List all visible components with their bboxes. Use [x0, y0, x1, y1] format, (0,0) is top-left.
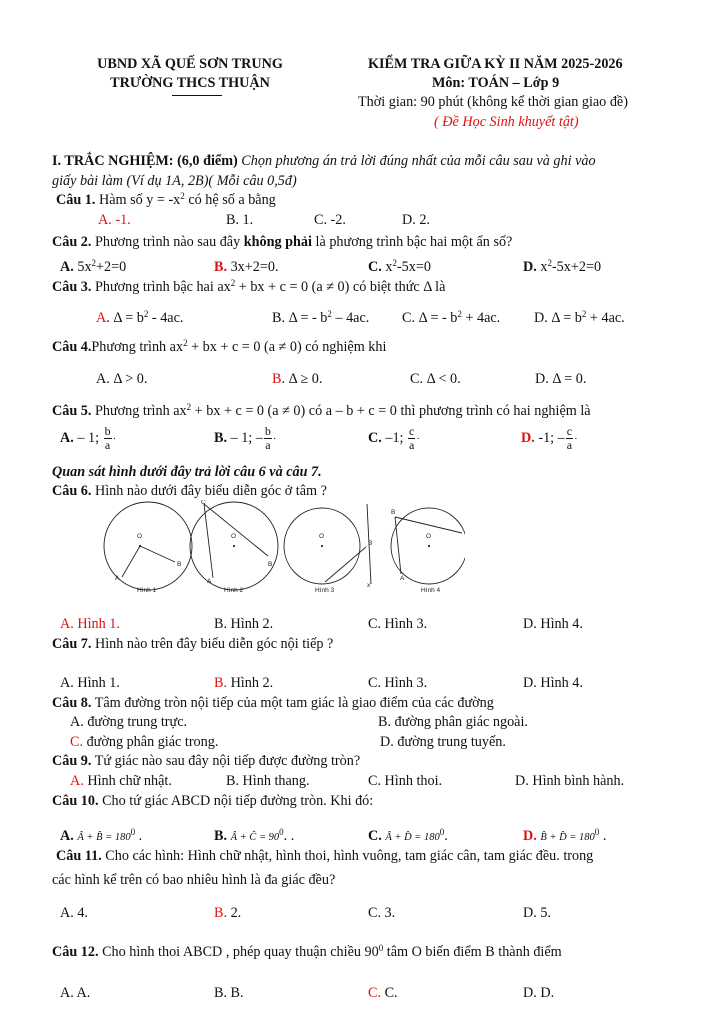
q6-option-a: A. Hình 1. [60, 616, 120, 632]
q9-option-b: B. Hình thang. [226, 773, 310, 789]
q11-option-b: B. 2. [214, 905, 242, 921]
q10-option-a: A. Â + B̂ = $180^0$ . [60, 827, 143, 844]
q12-option-c: C. C. [368, 985, 398, 1001]
exam-subject: Môn: TOÁN – Lớp 9 [432, 75, 560, 91]
question-label: Câu 6. [52, 483, 92, 499]
q3-option-a: A. $\Delta = b^2 - 4ac$. [96, 309, 184, 326]
q6-option-c: C. Hình 3. [368, 616, 428, 632]
question-label: Câu 3. [52, 279, 92, 295]
q10-option-b: B. Â + Ĉ = $90^0$. . [214, 827, 295, 844]
q3-option-c: C. Δ = - $b^2 + 4ac$. [402, 309, 501, 326]
question-label: Câu 9. [52, 753, 92, 769]
question-text: Phương trình ax [91, 339, 184, 355]
q7-option-b: B. Hình 2. [214, 675, 274, 691]
section-title: I. TRẮC NGHIỆM: (6,0 điểm) [52, 153, 238, 169]
figure-1-radius-b [140, 546, 175, 562]
circle-figures [95, 500, 465, 600]
q2-option-b: B. 3x+2=0. [214, 259, 279, 275]
q11-option-d: D. 5. [523, 905, 551, 921]
q8-option-a: A. đường trung trực. [70, 714, 188, 730]
figure-1-radius-a [122, 546, 140, 577]
q7-option-d: D. Hình 4. [523, 675, 583, 691]
question-8 [52, 695, 494, 712]
figure-3-caption: Hình 3 [315, 587, 335, 594]
question-6 [52, 483, 327, 500]
q9-option-a: A. Hình chữ nhật. [70, 773, 172, 789]
q5-option-c: C. –1; $\frac{c}{a}$ · [368, 424, 420, 452]
figure-instruction: Quan sát hình dưới đây trả lời câu 6 và câu 7. [52, 464, 322, 480]
q5-option-d: D. -1; – $\frac{c}{a}$ · [521, 424, 578, 452]
figure-2-chord-cb [204, 504, 268, 556]
q4-option-a: A. Δ > 0. [96, 371, 148, 387]
question-label: Câu 2. [52, 234, 92, 250]
question-text: Hình nào dưới đây biểu diễn góc ở tâm ? [91, 483, 327, 499]
question-11-line2: các hình kể trên có bao nhiêu hình là đa giác đều? [52, 872, 336, 888]
question-5: Câu 5. Phương trình $ax^2$ + bx + c = 0 (a ≠ 0) có a – b + c = 0 thì phương trình có hai nghiệm là [52, 402, 591, 419]
q2-option-a: A. $5x^2+2=0$ [60, 258, 127, 275]
figure-4-caption: Hình 4 [421, 587, 441, 594]
question-text: Tâm đường tròn nội tiếp của một tam giác là giao điểm của các đường [91, 695, 494, 711]
q8-option-d: D. đường trung tuyến. [380, 734, 506, 750]
q7-option-a: A. Hình 1. [60, 675, 120, 691]
figure-2-c-label: C [201, 500, 206, 506]
q12-option-d: D. D. [523, 985, 555, 1001]
section-instruction-1: Chọn phương án trả lời đúng nhất của mỗi câu sau và ghi vào [237, 153, 596, 169]
question-text: tâm O biến điểm B thành điểm [383, 944, 562, 960]
exam-variant: ( Đề Học Sinh khuyết tật) [434, 114, 579, 130]
q2-option-c: C. $x^2-5x=0$ [368, 258, 431, 275]
question-1: Câu 1. Hàm số $y = -x^2$ có hệ số a bằng [56, 191, 276, 208]
q9-option-d: D. Hình bình hành. [515, 773, 625, 789]
q5-option-b: B. – 1; – $\frac{b}{a}$ · [214, 424, 277, 452]
question-text: + bx + c = 0 (a ≠ 0) có biệt thức Δ là [235, 279, 446, 295]
figure-4-a-label: A [400, 575, 405, 582]
question-10 [52, 793, 373, 810]
question-label: Câu 1. [56, 192, 96, 208]
figure-1-caption: Hình 1 [137, 587, 157, 594]
question-3: Câu 3. Phương trình bậc hai $ax^2$ + bx + c = 0 (a ≠ 0) có biệt thức Δ là [52, 278, 446, 295]
header-underline [172, 95, 222, 96]
figure-3-x-label: x [367, 582, 371, 589]
question-text: Tứ giác nào sau đây nội tiếp được đường tròn? [91, 753, 361, 769]
section-instruction-2: giấy bài làm (Ví dụ 1A, 2B)( Mỗi câu 0,5đ) [52, 173, 297, 189]
q1-option-b: B. 1. [226, 212, 254, 228]
q3-option-b: B. Δ = - $b^2 - 4ac$. [272, 309, 370, 326]
section-title-line [52, 153, 596, 170]
question-text-bold: không phải [243, 234, 312, 250]
school-name: TRƯỜNG THCS THUẬN [110, 75, 270, 91]
figure-3-b-label: B [368, 540, 373, 547]
question-text: có hệ số a bằng [184, 192, 276, 208]
figure-1-o-label: O [137, 533, 143, 540]
q12-option-b: B. B. [214, 985, 244, 1001]
exam-duration: Thời gian: 90 phút (không kể thời gian giao đề) [358, 94, 628, 110]
question-label: Câu 12. [52, 944, 99, 960]
figure-2-o-label: O [231, 533, 237, 540]
q11-option-a: A. 4. [60, 905, 88, 921]
figure-2-b-label: B [268, 561, 273, 568]
figure-3-chord [325, 547, 366, 582]
q6-option-d: D. Hình 4. [523, 616, 583, 632]
question-text: Phương trình nào sau đây [91, 234, 244, 250]
figure-4-o-label: O [426, 533, 432, 540]
question-text: + bx + c = 0 (a ≠ 0) có nghiệm khi [187, 339, 387, 355]
question-2 [52, 234, 512, 251]
q1-option-a: A. -1. [98, 212, 131, 228]
q8-option-c: C. đường phân giác trong. [70, 734, 219, 750]
q5-option-a: A. – 1; $\frac{b}{a}$ · [60, 424, 117, 452]
q4-option-c: C. Δ < 0. [410, 371, 461, 387]
q12-option-a: A. A. [60, 985, 91, 1001]
question-label: Câu 7. [52, 636, 92, 652]
question-text: + bx + c = 0 (a ≠ 0) có a – b + c = 0 thì phương trình có hai nghiệm là [191, 403, 591, 419]
question-text: Cho hình thoi ABCD , phép quay thuận chiều 90 [98, 944, 379, 960]
figure-1-a-label: A [115, 575, 120, 582]
question-text: Hình nào trên đây biểu diễn góc nội tiếp ? [91, 636, 334, 652]
figure-4-chord-top [395, 517, 462, 533]
figure-3-o-label: O [319, 533, 325, 540]
question-4: Câu 4.Phương trình $ax^2$ + bx + c = 0 (a ≠ 0) có nghiệm khi [52, 338, 387, 355]
question-text: Phương trình ax [91, 403, 187, 419]
figure-1-b-label: B [177, 561, 182, 568]
question-label: Câu 11. [56, 848, 102, 864]
q3-option-d: D. $\Delta = b^2 + 4ac$. [534, 309, 625, 326]
q8-option-b: B. đường phân giác ngoài. [378, 714, 528, 730]
exam-title: KIỂM TRA GIỮA KỲ II NĂM 2025-2026 [368, 56, 623, 72]
question-9 [52, 753, 360, 770]
figure-4-b-label: B [391, 509, 396, 516]
q4-option-b: B. Δ ≥ 0. [272, 371, 323, 387]
figure-2-chord-ca [204, 504, 213, 578]
q9-option-c: C. Hình thoi. [368, 773, 443, 789]
q2-option-d: D. $x^2-5x+2=0$ [523, 258, 602, 275]
school-district: UBND XÃ QUẾ SƠN TRUNG [97, 56, 283, 72]
question-text: Cho các hình: Hình chữ nhật, hình thoi, hình vuông, tam giác cân, tam giác đều. trong [101, 848, 594, 864]
figure-2-caption: Hình 2 [224, 587, 244, 594]
q4-option-d: D. Δ = 0. [535, 371, 587, 387]
q10-option-c: C. Â + D̂ = $180^0$. [368, 827, 448, 844]
q6-option-b: B. Hình 2. [214, 616, 274, 632]
q7-option-c: C. Hình 3. [368, 675, 428, 691]
question-label: Câu 8. [52, 695, 92, 711]
question-label: Câu 4. [52, 339, 92, 355]
question-text: Cho tứ giác ABCD nội tiếp đường tròn. Khi đó: [98, 793, 374, 809]
question-7 [52, 636, 333, 653]
q10-option-d: D. B̂ + D̂ = $180^0$ . [523, 827, 607, 844]
question-text: là phương trình bậc hai một ẩn số? [311, 234, 513, 250]
question-text: Phương trình bậc hai ax [91, 279, 231, 295]
q1-option-c: C. -2. [314, 212, 346, 228]
figure-2-a-label: A [207, 578, 212, 585]
question-label: Câu 5. [52, 403, 92, 419]
q1-option-d: D. 2. [402, 212, 430, 228]
question-11 [56, 848, 593, 865]
question-12: Câu 12. Cho hình thoi ABCD , phép quay thuận chiều $90^0$ tâm O biến điểm B thành điểm [52, 943, 562, 960]
q11-option-c: C. 3. [368, 905, 396, 921]
question-text: Hàm số y = -x [95, 192, 181, 208]
question-label: Câu 10. [52, 793, 99, 809]
